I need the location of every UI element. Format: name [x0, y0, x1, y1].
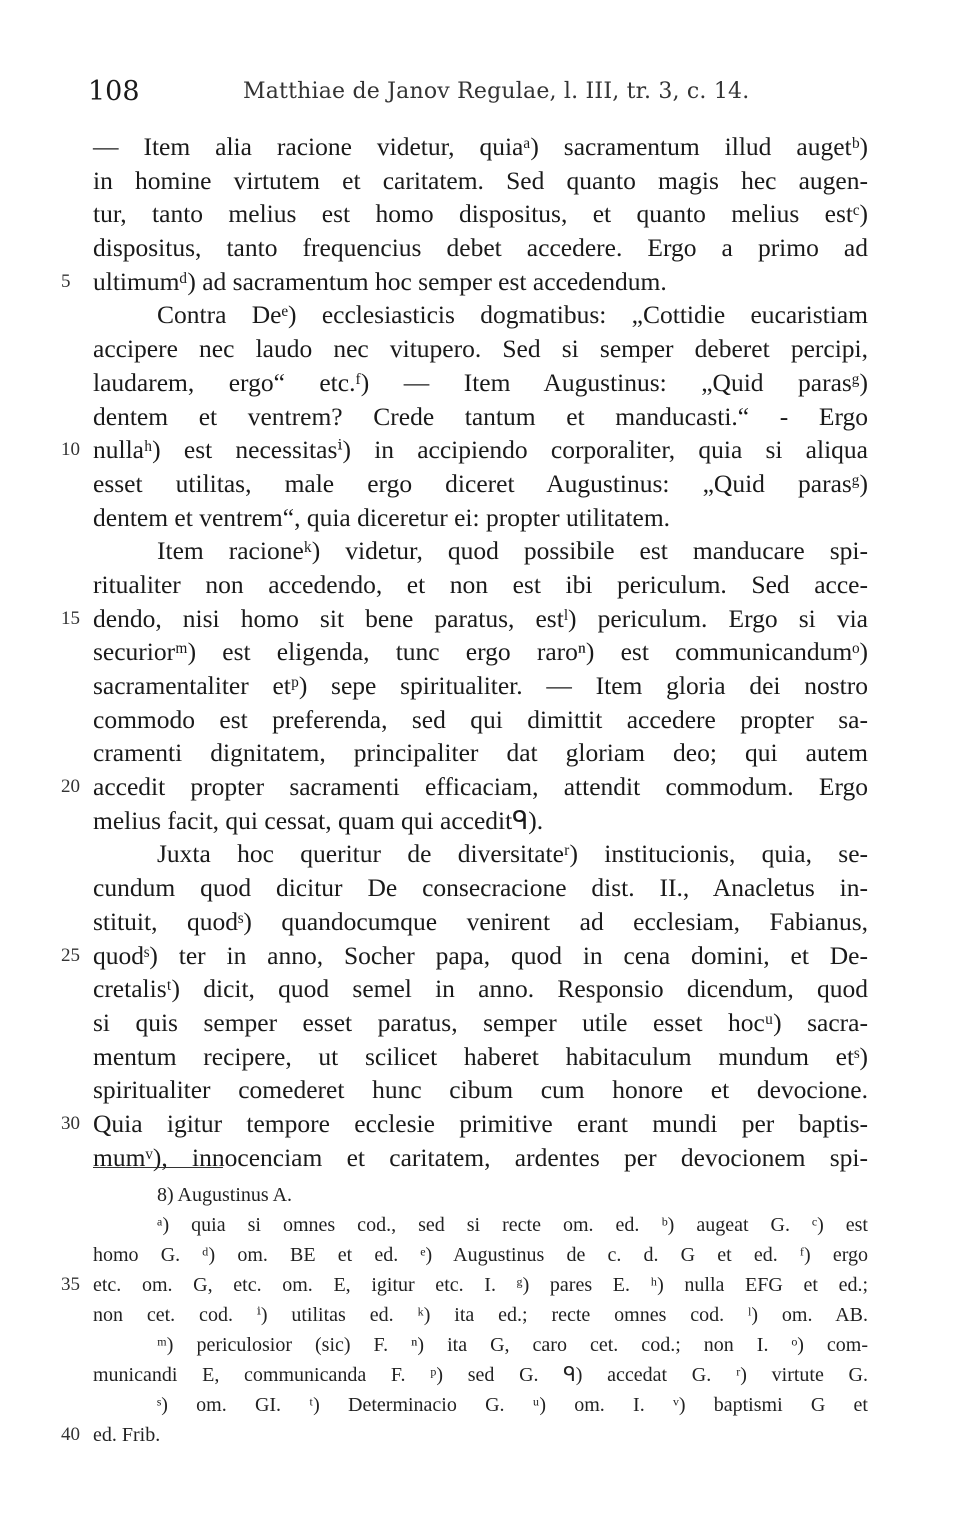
line-text: dentem et ventrem? Crede tantum et manducasti.“ - Ergo	[93, 401, 868, 431]
text-line	[93, 1141, 868, 1175]
text-line	[93, 635, 868, 669]
footnote-line	[93, 1240, 868, 1270]
text-line	[61, 602, 868, 636]
line-text: — Item alia racione videtur, quiaᵃ) sacramentum illud augetᵇ)	[93, 132, 868, 161]
footnote-line	[93, 1180, 868, 1210]
line-text: mentum recipere, ut scilicet haberet habitaculum mundum etˢ)	[93, 1041, 868, 1071]
footnote-separator	[93, 1167, 223, 1168]
text-line	[93, 501, 868, 535]
text-line	[93, 366, 868, 400]
line-text: si quis semper esset paratus, semper utile esset hocᵘ) sacra-	[93, 1007, 868, 1037]
line-text: dendo, nisi homo sit bene paratus, estˡ) periculum. Ergo si via	[93, 603, 868, 633]
running-title: Matthiae de Janov Regulae, l. III, tr. 3, c. 14.	[243, 79, 750, 104]
footnote-line	[93, 1210, 868, 1240]
text-line	[93, 837, 868, 871]
line-text: ᵐ) periculosior (sic) F. ⁿ) ita G, caro cet. cod.; non I. ᵒ) com-	[157, 1334, 868, 1356]
text-line	[93, 1040, 868, 1074]
text-line	[93, 400, 868, 434]
line-text: dispositus, tanto frequencius debet accedere. Ergo a primo ad	[93, 233, 868, 263]
text-line	[61, 433, 868, 467]
line-text: commodo est preferenda, sed qui dimittit accedere propter sa-	[93, 704, 868, 734]
line-text: securiorᵐ) est eligenda, tunc ergo raroⁿ) est communicandumᵒ)	[93, 637, 868, 667]
line-text: ˢ) om. GI. ᵗ) Determinacio G. ᵘ) om. I. ᵛ) baptismi G et	[157, 1394, 868, 1416]
page-header	[88, 72, 878, 112]
line-text: Quia igitur tempore ecclesie primitive erant mundi per baptis-	[93, 1108, 868, 1138]
line-text: ed. Frib.	[93, 1424, 161, 1446]
text-line	[61, 265, 868, 299]
line-text: non cet. cod. ⁱ) utilitas ed. ᵏ) ita ed.; recte omnes cod. ˡ) om. AB.	[93, 1304, 868, 1326]
text-line	[93, 164, 868, 198]
text-line	[93, 669, 868, 703]
line-text: melius facit, qui cessat, quam qui acceditᑫ).	[93, 805, 544, 835]
text-line	[93, 298, 868, 332]
page-number: 108	[88, 76, 140, 107]
line-text: esset utilitas, male ergo diceret Augustinus: „Quid parasᵍ)	[93, 468, 868, 498]
text-line	[93, 130, 868, 164]
text-line	[93, 1006, 868, 1040]
line-text: 8) Augustinus A.	[157, 1184, 293, 1206]
text-line	[61, 770, 868, 804]
line-text: cretalisᵗ) dicit, quod semel in anno. Responsio dicendum, quod	[93, 974, 868, 1004]
text-line	[93, 332, 868, 366]
footnote-line	[93, 1300, 868, 1330]
line-text: cundum quod dicitur De consecracione dist. II., Anacletus in-	[93, 873, 868, 903]
text-line	[93, 467, 868, 501]
text-line	[93, 871, 868, 905]
line-text: homo G. ᵈ) om. BE et ed. ᵉ) Augustinus de c. d. G et ed. ᶠ) ergo	[93, 1244, 868, 1266]
text-line	[93, 804, 868, 838]
line-text: ᵃ) quia si omnes cod., sed si recte om. ed. ᵇ) augeat G. ᶜ) est	[157, 1214, 868, 1236]
line-text: municandi E, communicanda F. ᵖ) sed G. ᑫ) accedat G. ʳ) virtute G.	[93, 1364, 868, 1386]
line-number: 20	[61, 776, 80, 798]
footnote-line	[61, 1420, 868, 1450]
line-text: etc. om. G, etc. om. E, igitur etc. I. ᵍ) pares E. ʰ) nulla EFG et ed.;	[93, 1274, 868, 1296]
footnotes	[61, 1180, 868, 1450]
text-line	[93, 736, 868, 770]
text-line	[93, 905, 868, 939]
line-text: mumᵛ), innocenciam et caritatem, ardentes per devocionem spi-	[93, 1142, 868, 1172]
text-line	[93, 568, 868, 602]
line-text: Juxta hoc queritur de diversitateʳ) institucionis, quia, se-	[157, 839, 868, 869]
line-number: 10	[61, 439, 80, 461]
line-text: tur, tanto melius est homo dispositus, et quanto melius estᶜ)	[93, 199, 868, 229]
line-number: 35	[61, 1274, 80, 1295]
main-text	[61, 130, 868, 1174]
text-line	[61, 939, 868, 973]
line-number: 40	[61, 1424, 80, 1445]
line-text: dentem et ventrem“, quia diceretur ei: propter utilitatem.	[93, 502, 671, 532]
line-number: 30	[61, 1112, 80, 1134]
line-text: Item racioneᵏ) videtur, quod possibile est manducare spi-	[157, 536, 868, 566]
line-text: ritualiter non accedendo, et non est ibi periculum. Sed acce-	[93, 569, 868, 599]
text-line	[93, 231, 868, 265]
text-line	[93, 534, 868, 568]
text-line	[93, 972, 868, 1006]
text-line	[93, 197, 868, 231]
text-line	[93, 703, 868, 737]
line-text: laudarem, ergo“ etc.ᶠ) — Item Augustinus: „Quid parasᵍ)	[93, 367, 868, 397]
text-line	[93, 1073, 868, 1107]
line-text: ultimumᵈ) ad sacramentum hoc semper est accedendum.	[93, 266, 667, 296]
line-text: quodˢ) ter in anno, Socher papa, quod in cena domini, et De-	[93, 940, 868, 970]
line-number: 15	[61, 607, 80, 629]
footnote-line	[93, 1390, 868, 1420]
line-number: 25	[61, 944, 80, 966]
line-text: cramenti dignitatem, principaliter dat gloriam deo; qui autem	[93, 738, 868, 768]
line-text: spiritualiter comederet hunc cibum cum honore et devocione.	[93, 1075, 868, 1105]
line-text: in homine virtutem et caritatem. Sed quanto magis hec augen-	[93, 165, 868, 195]
footnote-line	[93, 1330, 868, 1360]
line-text: nullaʰ) est necessitasⁱ) in accipiendo corporaliter, quia si aliqua	[93, 435, 868, 465]
footnote-line	[93, 1360, 868, 1390]
line-text: sacramentaliter etᵖ) sepe spiritualiter. — Item gloria dei nostro	[93, 671, 868, 700]
footnote-line	[61, 1270, 868, 1300]
line-number: 5	[61, 270, 71, 292]
line-text: accipere nec laudo nec vitupero. Sed si semper deberet percipi,	[93, 334, 868, 364]
text-line	[61, 1107, 868, 1141]
line-text: Contra Deᵉ) ecclesiasticis dogmatibus: „Cottidie eucaristiam	[157, 300, 868, 330]
line-text: accedit propter sacramenti efficaciam, attendit commodum. Ergo	[93, 772, 868, 802]
line-text: stituit, quodˢ) quandocumque venirent ad ecclesiam, Fabianus,	[93, 906, 868, 936]
